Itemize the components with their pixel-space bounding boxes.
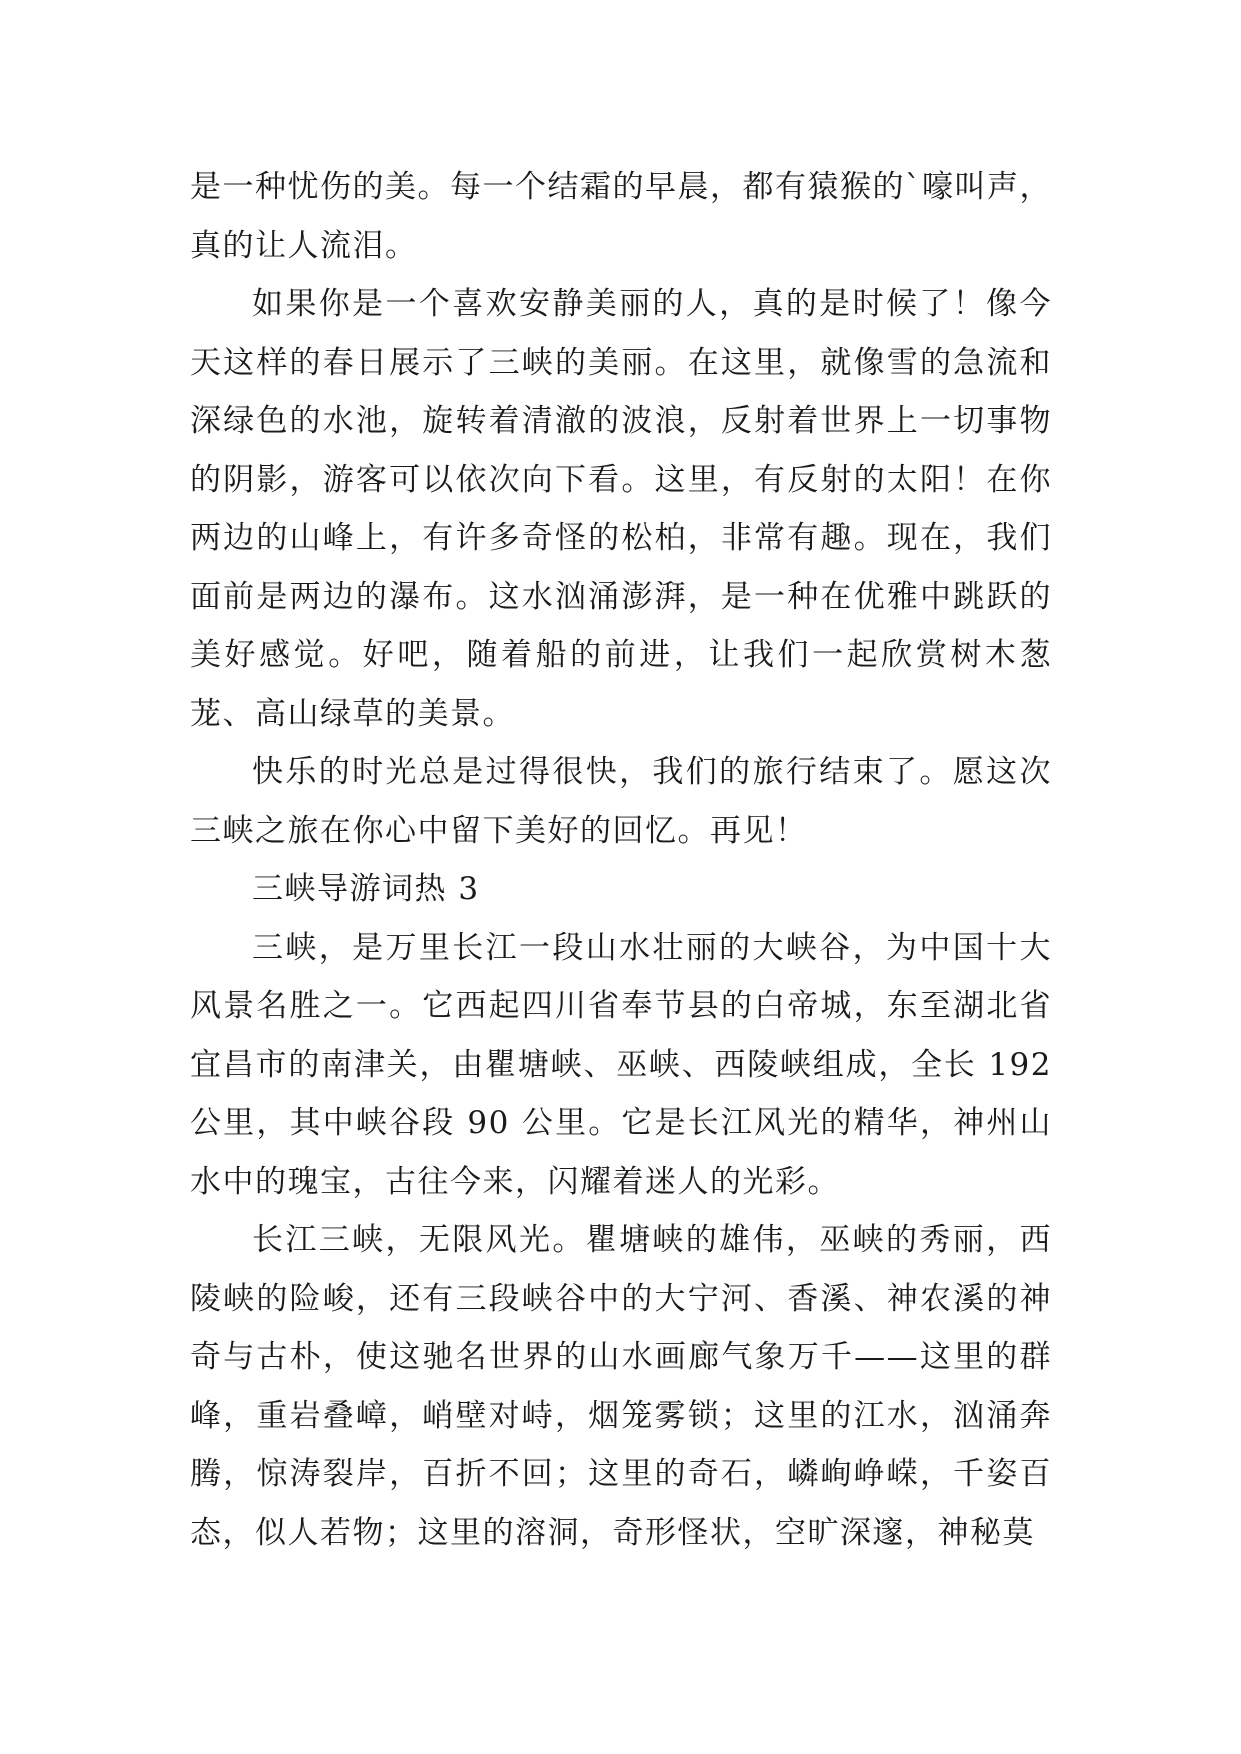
paragraph: 三峡，是万里长江一段山水壮丽的大峡谷，为中国十大风景名胜之一。它西起四川省奉节县的白帝城，东至湖北省宜昌市的南津关，由瞿塘峡、巫峡、西陵峡组成，全长 192 公里，其中峡谷段 90 公里。它是长江风光的精华，神州山水中的瑰宝，古往今来，闪耀着迷人的光彩。: [190, 929, 1052, 1200]
paragraph-continuation: 是一种忧伤的美。每一个结霜的早晨，都有猿猴的`嚎叫声，真的让人流泪。: [190, 169, 1052, 264]
paragraph: 快乐的时光总是过得很快，我们的旅行结束了。愿这次三峡之旅在你心中留下美好的回忆。再见！: [190, 754, 1052, 849]
paragraph: 长江三峡，无限风光。瞿塘峡的雄伟，巫峡的秀丽，西陵峡的险峻，还有三段峡谷中的大宁河、香溪、神农溪的神奇与古朴，使这驰名世界的山水画廊气象万千——这里的群峰，重岩叠嶂，峭壁对峙，烟笼雾锁；这里的江水，汹涌奔腾，惊涛裂岸，百折不回；这里的奇石，嶙峋峥嵘，千姿百态，似人若物；这里的溶洞，奇形怪状，空旷深邃，神秘莫: [190, 1222, 1052, 1551]
paragraph: 如果你是一个喜欢安静美丽的人，真的是时候了！像今天这样的春日展示了三峡的美丽。在这里，就像雪的急流和深绿色的水池，旋转着清澈的波浪，反射着世界上一切事物的阴影，游客可以依次向下看。这里，有反射的太阳！在你两边的山峰上，有许多奇怪的松柏，非常有趣。现在，我们面前是两边的瀑布。这水汹涌澎湃，是一种在优雅中跳跃的美好感觉。好吧，随着船的前进，让我们一起欣赏树木葱茏、高山绿草的美景。: [190, 286, 1052, 732]
section-heading: 三峡导游词热 3: [252, 871, 480, 907]
document-body: [190, 158, 1052, 1562]
